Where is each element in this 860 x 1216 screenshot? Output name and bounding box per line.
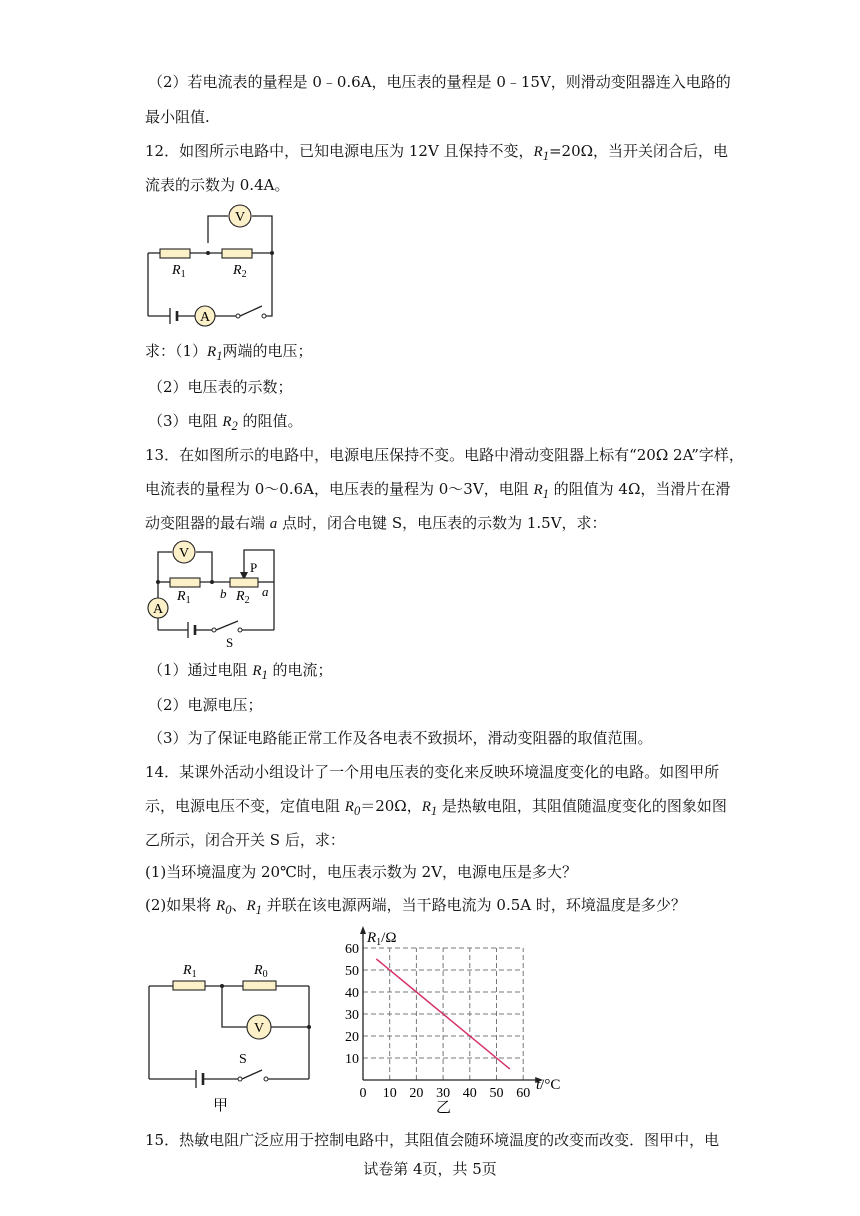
q14-stem-line3: 乙所示，闭合开关 S 后，求： <box>145 831 345 849</box>
x-tick-label: 50 <box>489 1086 504 1101</box>
q13-ask1: （1）通过电阻 $R_1$ 的电流； <box>148 661 333 682</box>
label-s: S <box>239 1052 247 1067</box>
q12-stem-line2: 流表的示数为 0.4A。 <box>145 176 290 194</box>
rheostat-r2 <box>230 578 258 587</box>
label-b: b <box>220 586 227 601</box>
q14-ask1: (1)当环境温度为 20℃时，电压表示数为 2V，电源电压是多大？ <box>145 863 578 881</box>
y-tick-label: 30 <box>345 1008 359 1023</box>
x-axis-label: t/°C <box>536 1077 561 1093</box>
junction-dot <box>220 984 224 988</box>
y-axis-label: $R_1/\Omega$ <box>367 930 397 948</box>
voltmeter-label: V <box>234 210 246 225</box>
q11-part2-line2: 最小阻值. <box>145 108 210 126</box>
resistor-r1 <box>170 578 200 587</box>
q11-part2-line1: （2）若电流表的量程是 0﹣0.6A，电压表的量程是 0﹣15V，则滑动变阻器连入电路的 <box>148 73 731 91</box>
q12-ask2: （2）电压表的示数； <box>148 378 293 396</box>
switch-contact <box>238 1077 242 1081</box>
switch-contact <box>212 628 216 632</box>
label-r1: $R_1$ <box>177 589 191 606</box>
q14-stem-line2: 示，电源电压不变，定值电阻 $R_0=20\Omega$，$R_1$ 是热敏电阻，其阻值随温度变化的图象如图 <box>145 797 727 818</box>
y-tick-label: 60 <box>345 942 359 957</box>
battery <box>188 622 195 638</box>
switch-contact <box>264 1077 268 1081</box>
label-r2: $R_2$ <box>236 589 250 606</box>
y-axis-arrow <box>360 926 366 934</box>
label-r2: $R_2$ <box>233 263 247 280</box>
x-tick-label: 20 <box>409 1086 424 1101</box>
q13-stem-line2: 电流表的量程为 0～0.6A，电压表的量程为 0～3V，电阻 $R_1$ 的阻值为 4Ω，当滑片在滑 <box>145 480 731 501</box>
caption-jia: 甲 <box>213 1098 229 1114</box>
junction-dot <box>210 580 214 584</box>
q12-stem-line1: 12．如图所示电路中，已知电源电压为 12V 且保持不变，$R_1=20\Omega$，当开关闭合后，电 <box>145 142 729 163</box>
resistor-r1 <box>160 249 190 258</box>
q13-ask3: （3）为了保证电路能正常工作及各电表不致损坏，滑动变阻器的取值范围。 <box>148 729 653 747</box>
switch-contact <box>238 628 242 632</box>
q12-circuit-diagram <box>140 208 290 328</box>
q14-stem-line1: 14．某课外活动小组设计了一个用电压表的变化来反映环境温度变化的电路。如图甲所 <box>145 763 720 781</box>
junction-dot <box>156 580 160 584</box>
q12-ask1: 求：$(1)R_1$两端的电压； <box>145 342 313 363</box>
label-r0: $R_0$ <box>254 963 268 980</box>
ammeter-label: A <box>199 310 211 325</box>
resistor-r0 <box>243 981 276 990</box>
label-r1: $R_1$ <box>172 263 186 280</box>
x-tick-label: 60 <box>516 1086 531 1101</box>
q13-stem-line1: 13．在如图所示的电路中，电源电压保持不变。电路中滑动变阻器上标有“20Ω 2A”字样， <box>145 446 744 464</box>
voltmeter-label: V <box>253 1021 265 1036</box>
junction-dot <box>206 251 210 255</box>
y-tick-label: 20 <box>345 1030 359 1045</box>
caption-yi: 乙 <box>436 1100 452 1116</box>
label-p: P <box>250 560 258 575</box>
y-tick-label: 10 <box>345 1052 359 1067</box>
switch-contact <box>236 314 240 318</box>
q13-ask2: （2）电源电压； <box>148 696 263 714</box>
label-s: S <box>226 635 234 650</box>
q15-stem-line1: 15．热敏电阻广泛应用于控制电路中，其阻值会随环境温度的改变而改变．图甲中，电 <box>145 1131 720 1149</box>
label-r1: $R_1$ <box>183 963 197 980</box>
junction-dot <box>307 1025 311 1029</box>
battery <box>170 308 177 324</box>
q13-stem-line3: 动变阻器的最右端 a 点时，闭合电键 S，电压表的示数为 1.5V，求： <box>145 514 607 532</box>
page-footer: 试卷第 4页，共 5页 <box>363 1160 497 1178</box>
switch-contact <box>262 314 266 318</box>
x-tick-label: 40 <box>462 1086 477 1101</box>
y-tick-label: 50 <box>345 964 359 979</box>
x-tick-label: 30 <box>436 1086 451 1101</box>
q12-ask3: （3）电阻 $R_2$ 的阻值。 <box>148 412 303 433</box>
x-tick-label: 10 <box>382 1086 397 1101</box>
junction-dot <box>270 251 274 255</box>
y-tick-label: 40 <box>345 986 359 1001</box>
label-a: a <box>262 584 269 599</box>
resistor-r1 <box>173 981 205 990</box>
graph-ticks <box>345 942 530 1101</box>
voltmeter-label: V <box>178 546 190 561</box>
q14-circuit-diagram <box>140 955 320 1115</box>
ammeter-label: A <box>152 602 164 617</box>
battery <box>196 1070 203 1088</box>
q13-circuit-diagram <box>140 540 285 650</box>
q14-graph <box>330 925 580 1120</box>
graph-axes <box>360 926 543 1083</box>
q14-ask2: (2)如果将 $R_0$、$R_1$ 并联在该电源两端，当干路电流为 0.5A 时，环境温度是多少？ <box>145 896 686 917</box>
x-tick-label: 0 <box>359 1086 367 1101</box>
resistor-r2 <box>222 249 252 258</box>
